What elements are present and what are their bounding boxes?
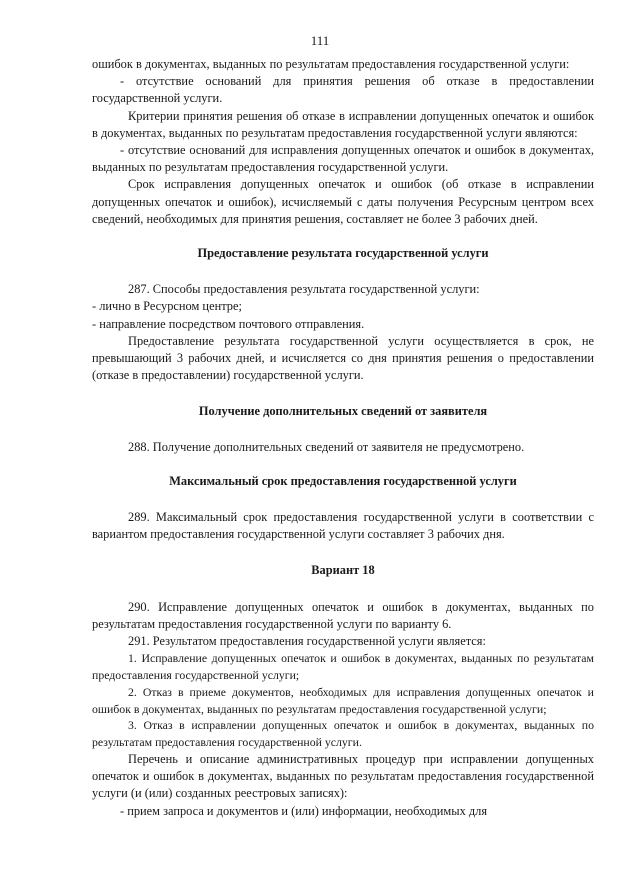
numbered-paragraph: 288. Получение дополнительных сведений от заявителя не предусмотрено.: [128, 439, 525, 454]
list-item: 2. Отказ в приеме документов, необходимых для исправления допущенных опечаток и ошибок в документах, выданных по результатам предоставления государственной услуги;: [92, 684, 594, 716]
paragraph: Перечень и описание административных процедур при исправлении допущенных опечаток и ошибок в документах, выданных по результатам предоставления государственной услуги (и (или) созданных реестровых записях):: [92, 752, 594, 801]
list-item: 1. Исправление допущенных опечаток и ошибок в документах, выданных по результатам предоставления государственной услуги;: [92, 651, 594, 683]
paragraph: Срок исправления допущенных опечаток и ошибок (об отказе в исправлении допущенных опечаток и ошибок), исчисляемый с даты получения Ресурсным центром всех сведений, необходимых для принятия решения, составляет не более 3 рабочих дней.: [92, 177, 594, 226]
section-heading: Максимальный срок предоставления государственной услуги: [169, 473, 517, 488]
paragraph: Критерии принятия решения об отказе в исправлении допущенных опечаток и ошибок в документах, выданных по результатам предоставления государственной услуги являются:: [92, 108, 594, 140]
list-item: - направление посредством почтового отправления.: [92, 316, 365, 331]
section-heading: Вариант 18: [311, 563, 375, 578]
paragraph: - отсутствие оснований для принятия решения об отказе в предоставлении государственной услуги.: [92, 74, 594, 106]
numbered-paragraph: 287. Способы предоставления результата государственной услуги:: [128, 282, 480, 297]
page-content: [92, 56, 594, 820]
paragraph: ошибок в документах, выданных по результатам предоставления государственной услуги:: [92, 57, 570, 71]
numbered-paragraph: 291. Результатом предоставления государственной услуги является:: [128, 634, 486, 649]
section-heading: Получение дополнительных сведений от заявителя: [198, 404, 488, 419]
list-item: - лично в Ресурсном центре;: [92, 299, 242, 314]
section-heading: Предоставление результата государственной услуги: [197, 246, 489, 261]
list-item: - прием запроса и документов и (или) информации, необходимых для: [120, 803, 488, 818]
page-number: 111: [310, 33, 330, 48]
numbered-paragraph: 290. Исправление допущенных опечаток и ошибок в документах, выданных по результатам предоставления государственной услуги по варианту 6.: [92, 599, 594, 631]
paragraph: - отсутствие оснований для исправления допущенных опечаток и ошибок в документах, выданных по результатам предоставления государственной услуги.: [92, 143, 594, 175]
numbered-paragraph: 289. Максимальный срок предоставления государственной услуги в соответствии с вариантом предоставления государственной услуги составляет 3 рабочих дня.: [92, 510, 594, 542]
paragraph: Предоставление результата государственной услуги осуществляется в срок, не превышающий 3 рабочих дней, и исчисляется со дня принятия решения о предоставлении (отказе в предоставлении) государственной услуги.: [92, 333, 594, 383]
list-item: 3. Отказ в исправлении допущенных опечаток и ошибок в документах, выданных по результатам предоставления государственной услуги.: [92, 718, 594, 750]
